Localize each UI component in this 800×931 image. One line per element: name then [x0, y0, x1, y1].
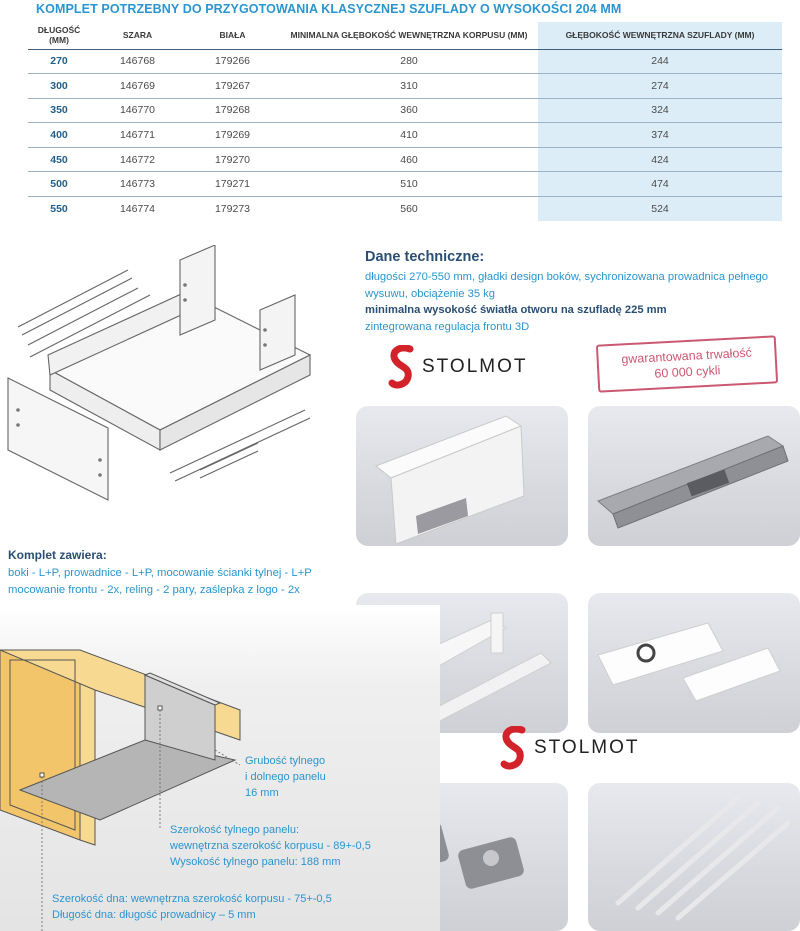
cell-length: 300: [28, 74, 90, 99]
cell-grey: 146772: [90, 147, 185, 172]
col-header-grey: SZARA: [90, 22, 185, 49]
back-panel-note: [170, 822, 371, 870]
stolmot-logo-icon: [388, 345, 416, 389]
table-row: [28, 197, 782, 222]
back-note-line-3: Wysokość tylnego panelu: 188 mm: [170, 856, 341, 868]
table-header-row: [28, 22, 782, 49]
bottom-note: [52, 891, 332, 923]
panel-note-line-2: i dolnego panelu: [245, 771, 326, 783]
photo-runner: [588, 406, 800, 546]
cell-length: 450: [28, 147, 90, 172]
table-row: [28, 147, 782, 172]
table-row: [28, 74, 782, 99]
cell-drawer-depth: 524: [538, 197, 782, 222]
cell-length: 270: [28, 49, 90, 74]
cell-min-depth: 310: [280, 74, 538, 99]
cell-white: 179269: [185, 123, 280, 148]
cell-drawer-depth: 244: [538, 49, 782, 74]
cabinet-diagram: [0, 640, 250, 931]
cell-min-depth: 360: [280, 98, 538, 123]
cell-white: 179268: [185, 98, 280, 123]
komplet-title: Komplet zawiera:: [8, 548, 107, 562]
col-header-white: BIAŁA: [185, 22, 280, 49]
col-header-drawer-depth: GŁĘBOKOŚĆ WEWNĘTRZNA SZUFLADY (MM): [538, 22, 782, 49]
cell-white: 179267: [185, 74, 280, 99]
cell-white: 179266: [185, 49, 280, 74]
cell-min-depth: 460: [280, 147, 538, 172]
cell-drawer-depth: 424: [538, 147, 782, 172]
durability-stamp: [596, 335, 778, 392]
cell-length: 500: [28, 172, 90, 197]
cell-length: 350: [28, 98, 90, 123]
stolmot-logo-2: [500, 726, 640, 770]
table-row: [28, 98, 782, 123]
stamp-line-1: gwarantowana trwałość: [620, 345, 753, 367]
photo-logo-cap: [588, 593, 800, 733]
cell-length: 400: [28, 123, 90, 148]
cell-grey: 146771: [90, 123, 185, 148]
col-header-length: DŁUGOŚĆ (MM): [28, 22, 90, 49]
cell-white: 179273: [214, 203, 251, 216]
cell-grey: 146770: [90, 98, 185, 123]
stolmot-logo-text: STOLMOT: [422, 356, 528, 377]
cell-grey: 146769: [90, 74, 185, 99]
cell-min-depth: 560: [400, 203, 418, 216]
photo-drawer-side: [356, 406, 568, 546]
logo-cap-image: [588, 593, 800, 733]
tech-line-2: minimalna wysokość światła otworu na szufladę 225 mm: [365, 304, 667, 316]
komplet-description: [8, 565, 312, 598]
cell-min-depth: 280: [280, 49, 538, 74]
tech-line-1: długości 270-550 mm, gładki design boków, sychronizowana prowadnica pełnego wysuwu, obciążenie 35 kg: [365, 271, 768, 300]
drawer-side-image: [356, 406, 568, 546]
stolmot-logo-icon: [500, 726, 528, 770]
cell-white: 179270: [185, 147, 280, 172]
stamp-line-2: 60 000 cykli: [654, 363, 721, 381]
table-row: [28, 172, 782, 197]
cell-grey: 146773: [90, 172, 185, 197]
back-note-line-1: Szerokość tylnego panelu:: [170, 824, 300, 836]
cell-min-depth: 410: [280, 123, 538, 148]
cell-drawer-depth: 324: [538, 98, 782, 123]
panel-thickness-note: [245, 753, 326, 801]
exploded-drawer-diagram: [0, 245, 345, 505]
cell-drawer-depth: 374: [538, 123, 782, 148]
col-header-min-depth: MINIMALNA GŁĘBOKOŚĆ WEWNĘTRZNA KORPUSU (MM): [280, 22, 538, 49]
bottom-note-line-1: Szerokość dna: wewnętrzna szerokość korpusu - 75+-0,5: [52, 893, 332, 905]
spec-table: [28, 22, 782, 221]
table-row: [28, 123, 782, 148]
stolmot-logo-text-2: STOLMOT: [534, 737, 640, 758]
stolmot-logo: [388, 345, 528, 389]
cell-drawer-depth: 474: [538, 172, 782, 197]
panel-note-line-3: 16 mm: [245, 787, 279, 799]
runner-image: [588, 406, 800, 546]
tech-line-3: zintegrowana regulacja frontu 3D: [365, 320, 530, 333]
cell-min-depth: 510: [280, 172, 538, 197]
table-row: [28, 49, 782, 74]
panel-note-line-1: Grubość tylnego: [245, 755, 326, 767]
page-title: KOMPLET POTRZEBNY DO PRZYGOTOWANIA KLASYCZNEJ SZUFLADY O WYSOKOŚCI 204 MM: [36, 2, 622, 16]
cell-length: 550: [50, 203, 68, 216]
cell-grey: 146774: [119, 203, 156, 216]
tech-description: [365, 269, 785, 335]
back-note-line-2: wewnętrzna szerokość korpusu - 89+-0,5: [170, 840, 371, 852]
komplet-line-1: boki - L+P, prowadnice - L+P, mocowanie ścianki tylnej - L+P: [8, 567, 312, 579]
cell-drawer-depth: 274: [538, 74, 782, 99]
bottom-note-line-2: Długość dna: długość prowadnicy – 5 mm: [52, 909, 256, 921]
komplet-line-2: mocowanie frontu - 2x, reling - 2 pary, zaślepka z logo - 2x: [8, 583, 300, 596]
cell-white: 179271: [185, 172, 280, 197]
tech-title: Dane techniczne:: [365, 249, 485, 265]
photo-reling: [588, 783, 800, 931]
reling-image: [588, 783, 800, 931]
cell-grey: 146768: [90, 49, 185, 74]
